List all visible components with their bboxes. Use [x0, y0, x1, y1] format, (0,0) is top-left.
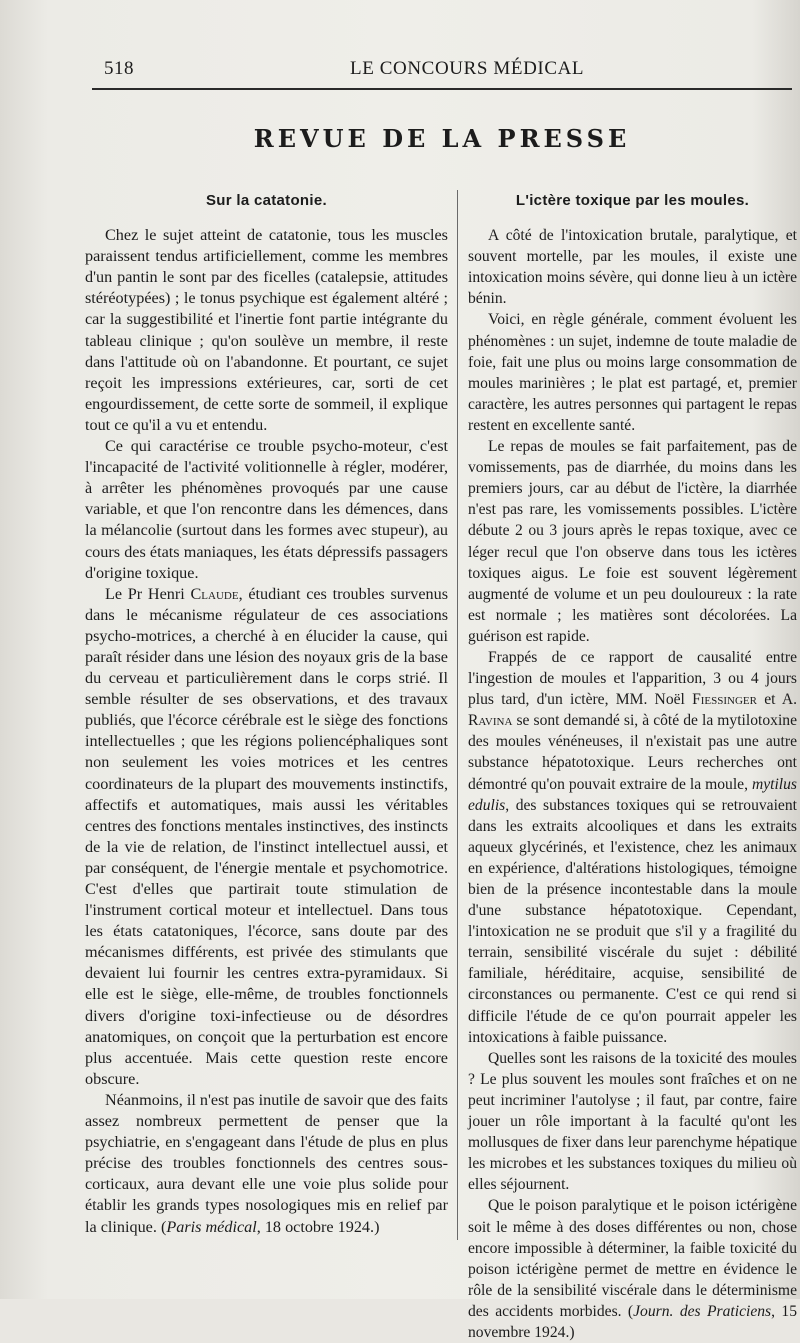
right-article-title: L'ictère toxique par les moules. [515, 192, 750, 209]
right-paragraph-6 [468, 1195, 797, 1343]
page-number: 518 [104, 58, 134, 79]
right-article [468, 190, 797, 1343]
left-article-title: Sur la catatonie. [206, 192, 327, 209]
right-p4-a: Frappés de ce rapport de causalité entre l'ingestion de moules et l'apparition, 3 ou 4 jours plus tard, d'un ictère, MM. Noël [468, 648, 797, 709]
left-paragraph-1: Chez le sujet atteint de catatonie, tous les muscles paraissent tendus artificiellement, comme les membres d'un pantin le sont par des ficelles (catalepsie, attitudes stéréotypées) ; le tonus psychique est également altéré ; car la suggestibilité et l'inertie font partie intégrante du tableau clinique ; qu'on soulève un membre, il reste dans l'attitude où on l'abandonne. Et pourtant, ce sujet reçoit les impressions extérieures, car, sorti de cet engourdissement, de cette sorte de sommeil, il explique tout ce qu'il a vu et entendu. [85, 226, 448, 434]
left-paragraph-3 [85, 584, 448, 1090]
author-name-claude: Claude [190, 584, 239, 603]
left-source-journal: Paris médical [166, 1217, 257, 1236]
right-p4-b: et A. [757, 691, 797, 709]
author-name-ravina: Ravina [468, 712, 513, 730]
author-name-fiessinger: Fiessinger [692, 691, 757, 709]
header-rule [92, 88, 792, 90]
species-name: mytilus edulis [468, 775, 797, 814]
journal-title: LE CONCOURS MÉDICAL [350, 58, 585, 79]
left-source-date: , 18 octobre 1924.) [256, 1217, 380, 1236]
left-p3-intro: Le Pr Henri [105, 584, 191, 603]
right-p6-body: Que le poison paralytique et le poison ictérigène soit le même à des doses différentes ou non, chose encore impossible à déterminer, la faible toxicité du poison ictérigène permet de mettre en évidence le rôle de la sensibilité viscérale dans le déterminisme des accidents morbides. ( [468, 1197, 797, 1320]
right-paragraph-2: Voici, en règle générale, comment évoluent les phénomènes : un sujet, indemne de toute maladie de foie, fait une plus ou moins large consommation de moules marinières ; le plat est partagé, et, premier caractère, les autres personnes qui partagent le repas restent en excellente santé. [468, 311, 797, 434]
section-title: REVUE DE LA PRESSE [253, 124, 631, 153]
right-paragraph-3: Le repas de moules se fait parfaitement, pas de vomissements, pas de diarrhée, du moins dans les premiers jours, car au début de l'ictère, la diarrhée n'est pas rare, les vomissements possibles. L'ictère débute 2 ou 3 jours après le repas toxique, avec ce léger recul que l'on observe dans tous les ictères toxiques aigus. Le foie est souvent légèrement augmenté de volume et un peu douloureux : la rate est normale ; les matières sont décolorées. La guérison est rapide. [468, 438, 797, 645]
page-header [92, 58, 792, 82]
left-paragraph-4 [85, 1090, 448, 1238]
right-source-date: , 15 novembre 1924.) [468, 1302, 798, 1341]
left-paragraph-2: Ce qui caractérise ce trouble psycho-moteur, c'est l'incapacité de l'activité volitionnelle à régler, modérer, à arrêter les phénomènes provoqués par une cause variable, et que l'on rencontre dans les démences, dans la mélancolie (surtout dans les formes avec stupeur), au cours des états maniaques, les états dépressifs passagers d'origine toxique. [85, 437, 448, 582]
right-p4-d: , des substances toxiques qui se retrouvaient dans les extraits alcooliques et dans les extraits aqueux glycérinés, et l'existence, chez les animaux en expérience, d'altérations histologiques, témoigne bien de la présence incontestable dans la moule d'une substance hépatotoxique. Cependant, l'intoxication ne se produit que s'il y a fragilité du terrain, sensibilité viscérale du sujet : débilité familiale, héréditaire, acquise, sensibilité de circonstances ou permanente. C'est ce qui rend si difficile l'étude de ce qu'on pourrait appeler les intoxications à faible puissance. [468, 796, 797, 1046]
left-p4-body: Néanmoins, il n'est pas inutile de savoir que des faits assez nombreux permettent de penser que la psychiatrie, en s'engageant dans l'étude de plus en plus précise des troubles fonctionnels des centres sous-corticaux, aura devant elle une voie plus solide pour établir les grands types nosologiques mis en relief par la clinique. ( [85, 1090, 448, 1236]
right-paragraph-1: A côté de l'intoxication brutale, paralytique, et souvent mortelle, par les moules, il existe une intoxication moins sévère, qui donne lieu à un ictère bénin. [468, 227, 797, 308]
left-p3-body: , étudiant ces troubles survenus dans le mécanisme régulateur de ces associations psycho-motrices, a cherché à en élucider la cause, qui paraît résider dans une lésion des noyaux gris de la base du cerveau et particulièrement dans le corps strié. Il semble résulter de ses observations, et des travaux publiés, que l'écorce cérébrale est le siège des fonctions intellectuelles ; que les régions poliencéphaliques sont non seulement les voies motrices et les centres coordinateurs de la plupart des mouvements instinctifs, affectifs et automatiques, mais aussi les véritables centres des fonctions mentales instinctives, des instincts de la vie de relation, de l'instinct intellectuel aussi, et par conséquent, de l'énergie mentale et psychomotrice. C'est d'elles que partirait toute stimulation de l'instrument cortical moteur et intellectuel. Dans tous les états catatoniques, l'écorce, sans doute par des mécanismes différents, est privée des stimulants que devaient lui fournir les centres extra-pyramidaux. Si elle est le siège, elle-même, de troubles fonctionnels divers d'origine toxi-infectieuse ou de désordres anatomiques, on conçoit que la perturbation est encore plus accentuée. Mais cette question reste encore obscure. [85, 584, 448, 1088]
right-paragraph-4 [468, 647, 797, 1048]
left-article [85, 190, 448, 1238]
column-divider [457, 190, 458, 1240]
right-p4-c: se sont demandé si, à côté de la mytilotoxine des moules vénéneuses, il n'existait pas une autre substance hépatotoxique. Leurs recherches ont démontré qu'on pouvait extraire de la moule, [468, 712, 797, 793]
right-source-journal: Journ. des Praticiens [633, 1302, 772, 1320]
right-paragraph-5: Quelles sont les raisons de la toxicité des moules ? Le plus souvent les moules sont fraîches et on ne peut incriminer l'autolyse ; il faut, par contre, faire jouer un rôle important à la faculté qu'ont les mollusques de fixer dans leur parenchyme hépatique les microbes et les substances toxiques du milieu où elles séjournent. [468, 1049, 797, 1194]
